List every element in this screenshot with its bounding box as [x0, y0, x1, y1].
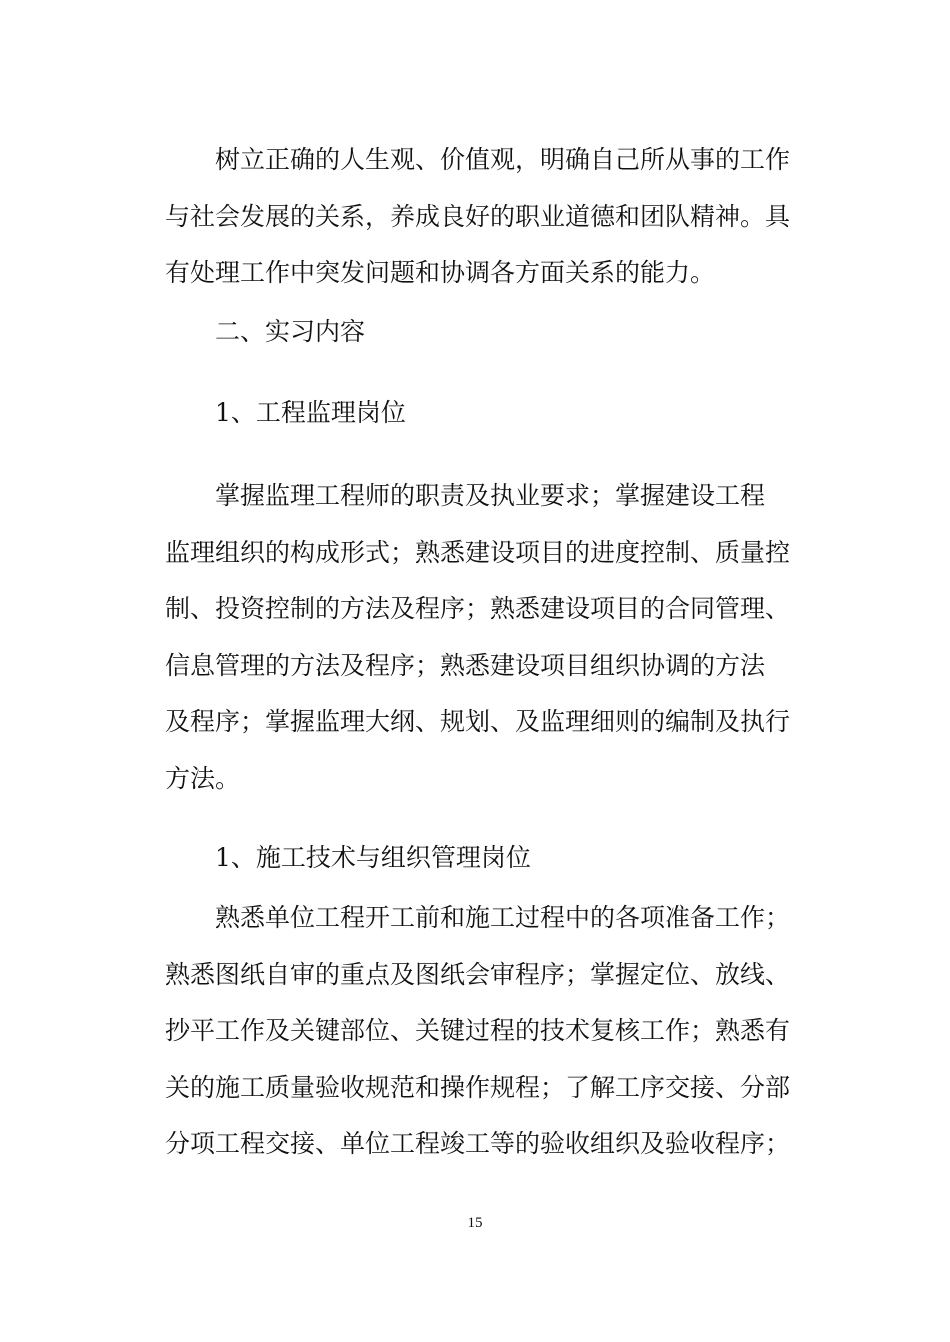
paragraph-line: 分项工程交接、单位工程竣工等的验收组织及验收程序； [165, 1129, 791, 1158]
paragraph-line: 熟悉图纸自审的重点及图纸会审程序；掌握定位、放线、 [165, 959, 791, 989]
paragraph-line: 监理组织的构成形式；熟悉建设项目的进度控制、质量控 [165, 537, 791, 567]
subsection-heading-supervision: 1、工程监理岗位 [215, 398, 406, 427]
paragraph-line: 抄平工作及关键部位、关键过程的技术复核工作；熟悉有 [165, 1016, 791, 1045]
paragraph-line: 关的施工质量验收规范和操作规程；了解工序交接、分部 [165, 1072, 791, 1102]
paragraph-line: 制、投资控制的方法及程序；熟悉建设项目的合同管理、 [165, 594, 791, 623]
paragraph-line: 及程序；掌握监理大纲、规划、及监理细则的编制及执行 [165, 707, 791, 736]
paragraph-line: 方法。 [165, 763, 241, 793]
paragraph-line: 信息管理的方法及程序；熟悉建设项目组织协调的方法 [165, 650, 766, 680]
subsection-heading-construction: 1、施工技术与组织管理岗位 [215, 843, 531, 872]
paragraph-line: 熟悉单位工程开工前和施工过程中的各项准备工作； [215, 903, 791, 932]
paragraph-line: 有处理工作中突发问题和协调各方面关系的能力。 [165, 258, 716, 287]
paragraph-line: 与社会发展的关系，养成良好的职业道德和团队精神。具 [165, 201, 791, 231]
construction-paragraph [165, 890, 790, 1173]
section-heading: 二、实习内容 [215, 317, 366, 346]
supervision-paragraph [165, 468, 790, 807]
paragraph-line: 掌握监理工程师的职责及执业要求；掌握建设工程 [215, 481, 766, 510]
intro-paragraph [165, 132, 790, 302]
page-number: 15 [467, 1215, 483, 1231]
paragraph-line: 树立正确的人生观、价值观，明确自己所从事的工作 [215, 145, 791, 174]
